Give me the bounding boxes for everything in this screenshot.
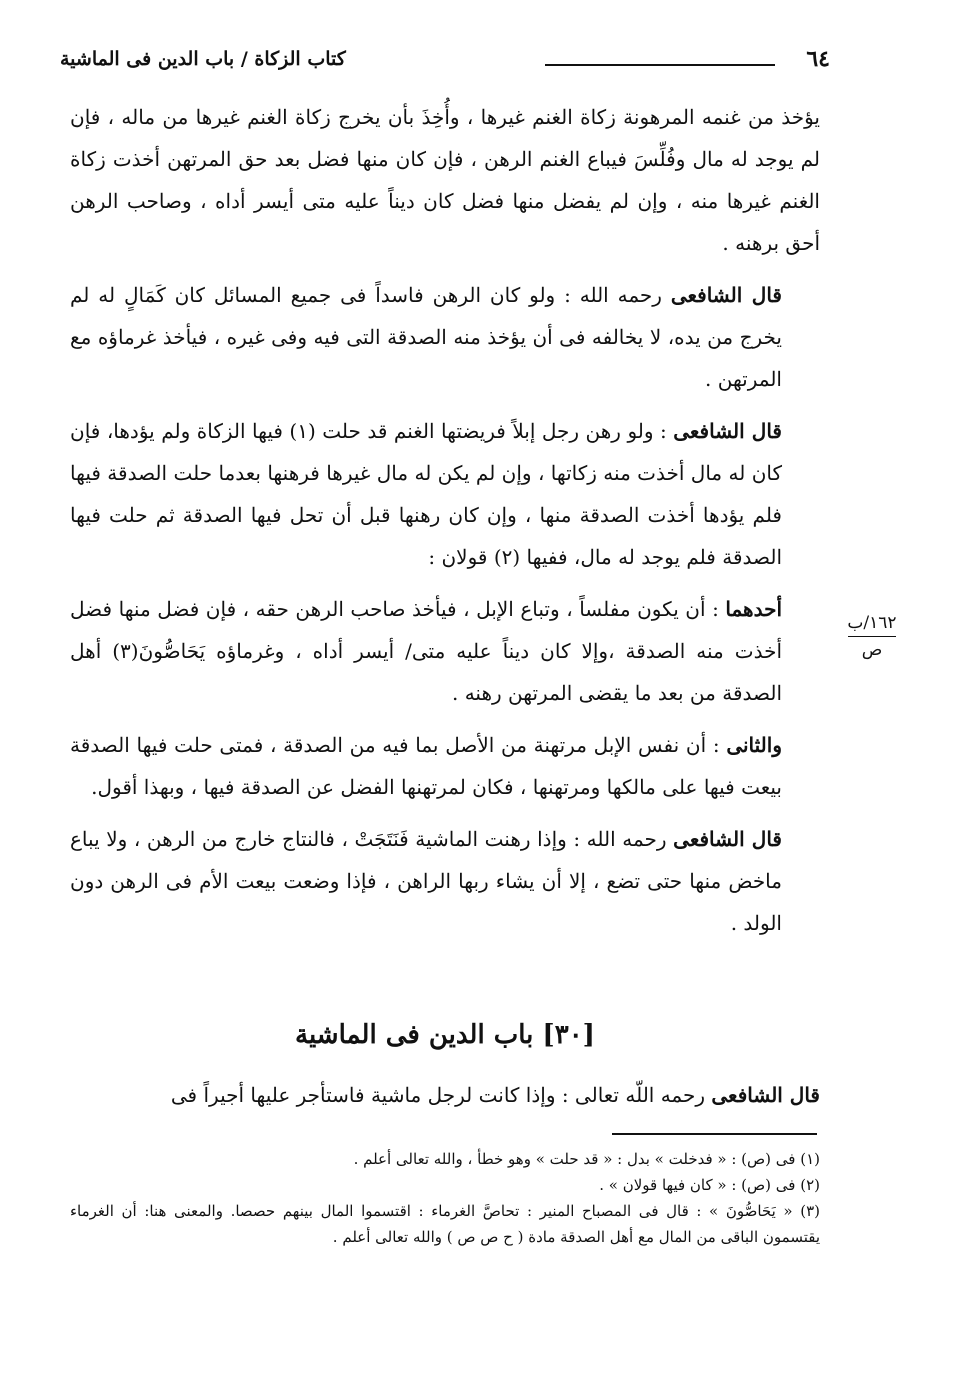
paragraph-lead: قال الشافعى: [711, 1083, 820, 1107]
footnotes: [70, 1146, 820, 1250]
body-text: [70, 96, 820, 954]
paragraph-lead: والثانى: [726, 733, 782, 757]
paragraph-text: : ولو رهن رجل إبلاً فريضتها الغنم قد حلت (١) فيها الزكاة ولم يؤدها، فإن كان له مال أخذت منه زكاتها ، وإن لم يكن له مال غيرها فرهنها بعدما حلت الصدقة فيها فلم يؤدها أخذت الصدقة منها ، وإن كان رهنها قبل أن تحل فيها الصدقة ثم حلت فيها الصدقة فلم يوجد له مال، ففيها (٢) قولان :: [70, 419, 782, 569]
running-header: [60, 44, 830, 80]
paragraph-lead: قال الشافعى: [673, 827, 782, 851]
footnote: (١) فى (ص) : « فدخلت » بدل : « قد حلت » وهو خطأ ، والله تعالى أعلم .: [353, 1150, 820, 1168]
paragraph: [70, 96, 820, 264]
paragraph-lead: أحدهما: [725, 597, 782, 621]
paragraph-text: : أن يكون مفلساً ، وتباع الإبل ، فيأخذ صاحب الرهن حقه ، فإن فضل منها فضل أخذت منه الصدقة ،وإلا كان ديناً عليه متى/ أيسر أداه ، وغرماؤه يَحَاصُّونَ(٣) أهل الصدقة من بعد ما يقضى المرتهن رهنه .: [70, 597, 782, 705]
section-heading: [٣٠] باب الدين فى الماشية: [295, 1020, 595, 1050]
footnote: (٢) فى (ص) : « كان فيها قولان » .: [599, 1176, 820, 1194]
paragraph-text: رحمه الله : وإذا رهنت الماشية فَنَتَجَتْ ، فالنتاج خارج من الرهن ، ولا يباع ماخض منها حتى تضع ، إلا أن يشاء ربها الراهن ، فإذا وضعت بيعت الأم فى الرهن دون الولد .: [70, 827, 782, 935]
section-opening-paragraph: [70, 1074, 820, 1116]
paragraph-lead: قال الشافعى: [670, 283, 782, 307]
footnote-rule: [612, 1133, 817, 1135]
paragraph: [70, 410, 820, 578]
paragraph-lead: قال الشافعى: [673, 419, 782, 443]
page-number: ٦٤: [806, 46, 830, 72]
header-title: كتاب الزكاة / باب الدين فى الماشية: [60, 48, 346, 70]
paragraph-text: : أن نفس الإبل مرتهنة من الأصل بما فيه من الصدقة ، فمتى حلت فيها الصدقة بيعت فيها على مالكها ومرتهنها ، فكان لمرتهنها الفضل عن الصدقة فيها ، وبهذا أقول.: [70, 733, 782, 799]
paragraph: [70, 724, 820, 808]
paragraph-text: يؤخذ من غنمه المرهونة زكاة الغنم غيرها ، وأُخِذَ بأن يخرج زكاة الغنم غيرها من ماله ، فإن لم يوجد له مال وفُلِّسَ فيباع الغنم الرهن ، فإن كان منها فضل بعد حق المرتهن أخذت زكاة الغنم غيرها منه ، وإن لم يفضل منها فضل كان ديناً عليه متى أيسر أداه ، وصاحب الرهن أحق برهنه .: [70, 105, 820, 255]
paragraph: [70, 818, 820, 944]
margin-manuscript-reference: [842, 610, 902, 663]
margin-folio: ١٦٢/ب: [847, 613, 897, 633]
header-rule: [545, 64, 775, 66]
paragraph: [70, 588, 820, 714]
footnote: (٣) « يَحَاصُّونَ » : قال فى المصباح المنير : تحاصَّ الغرماء : اقتسموا المال بينهم حصصا. والمعنى هنا: أن الغرماء يقتسمون الباقى من المال مع أهل الصدقة مادة ( ح ص ص ) والله تعالى أعلم .: [70, 1202, 820, 1246]
paragraph-text: رحمه الله : ولو كان الرهن فاسداً فى جميع المسائل كان كَمَالٍ له لم يخرج من يده، لا يخالفه فى أن يؤخذ منه الصدقة التى فيه وفى غيره ، فيأخذ غرماؤه مع المرتهن .: [70, 283, 782, 391]
paragraph: [70, 274, 820, 400]
margin-siglum: ص: [861, 640, 883, 660]
paragraph-text: رحمه اللّه تعالى : وإذا كانت لرجل ماشية فاستأجر عليها أجيراً فى: [170, 1083, 712, 1107]
